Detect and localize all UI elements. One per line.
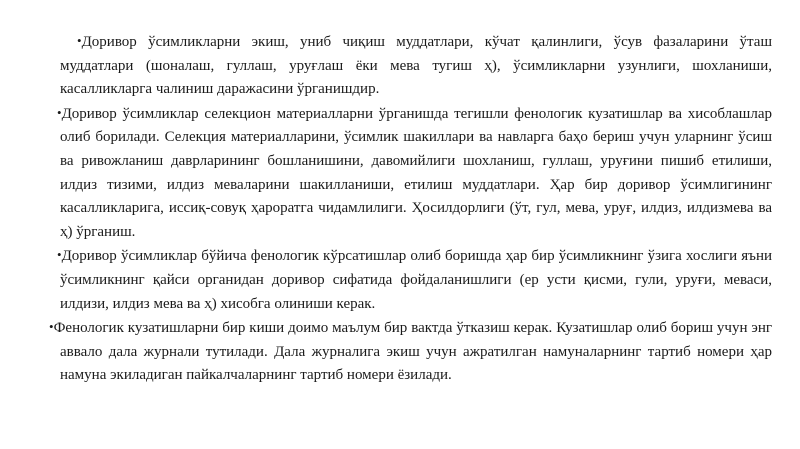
paragraph-1-text: Доривор ўсимликларни экиш, униб чиқиш муддатлари, кўчат қалинлиги, ўсув фазаларини ўташ муддатлари (шоналаш, гуллаш, уруғлаш ёки мева тугиш ҳ), ўсимликларни узунлиги, шохланиши, касалликларга чалиниш даражасини ўрганишдир. [60,34,772,98]
bullet-2: • [57,104,62,120]
paragraph-1 [60,30,772,102]
bullet-3: • [57,247,62,263]
paragraph-4 [49,316,772,388]
paragraph-3-text: Доривор ўсимликлар бўйича фенологик кўрсатишлар олиб боришда ҳар бир ўсимликнинг ўзига хослиги яъни ўсимликнинг қайси органидан доривор сифатида фойдаланишлиги (ер усти қисми, гули, уруғи, меваси, илдизи, илдиз мева ва ҳ) хисобга олиниши керак. [60,248,772,312]
paragraph-2 [57,102,772,245]
paragraph-4-text: Фенологик кузатишларни бир киши доимо маълум бир вактда ўтказиш керак. Кузатишлар олиб бориш учун энг аввало дала журнали тутилади. Дала журналига экиш учун ажратилган намуналарнинг тартиб номери ҳар намуна экиладиган пайкалчаларнинг тартиб номери ёзилади. [53,320,772,384]
paragraph-2-text: Доривор ўсимликлар селекцион материалларни ўрганишда тегишли фенологик кузатишлар ва хисоблашлар олиб борилади. Селекция материалларини, ўсимлик шакиллари ва навларга баҳо бериш учун уларнинг ўсиш ва ривожланиш даврларининг бошланишини, давомийлиги шохланиш, гуллаш, уруғини пишиб етилиши, илдиз тизими, илдиз меваларини шакилланиши, етилиш муддатлари. Ҳар бир доривор ўсимлигининг касалликларига, иссиқ-совуқ ҳароратга чидамлилиги. Ҳосилдорлиги (ўт, гул, мева, уруғ, илдиз, илдизмева ва ҳ) ўрганиш. [60,105,772,240]
bullet-1: • [77,33,82,48]
paragraph-3 [57,244,772,316]
text-body [49,30,772,388]
bullet-4: • [49,319,54,335]
